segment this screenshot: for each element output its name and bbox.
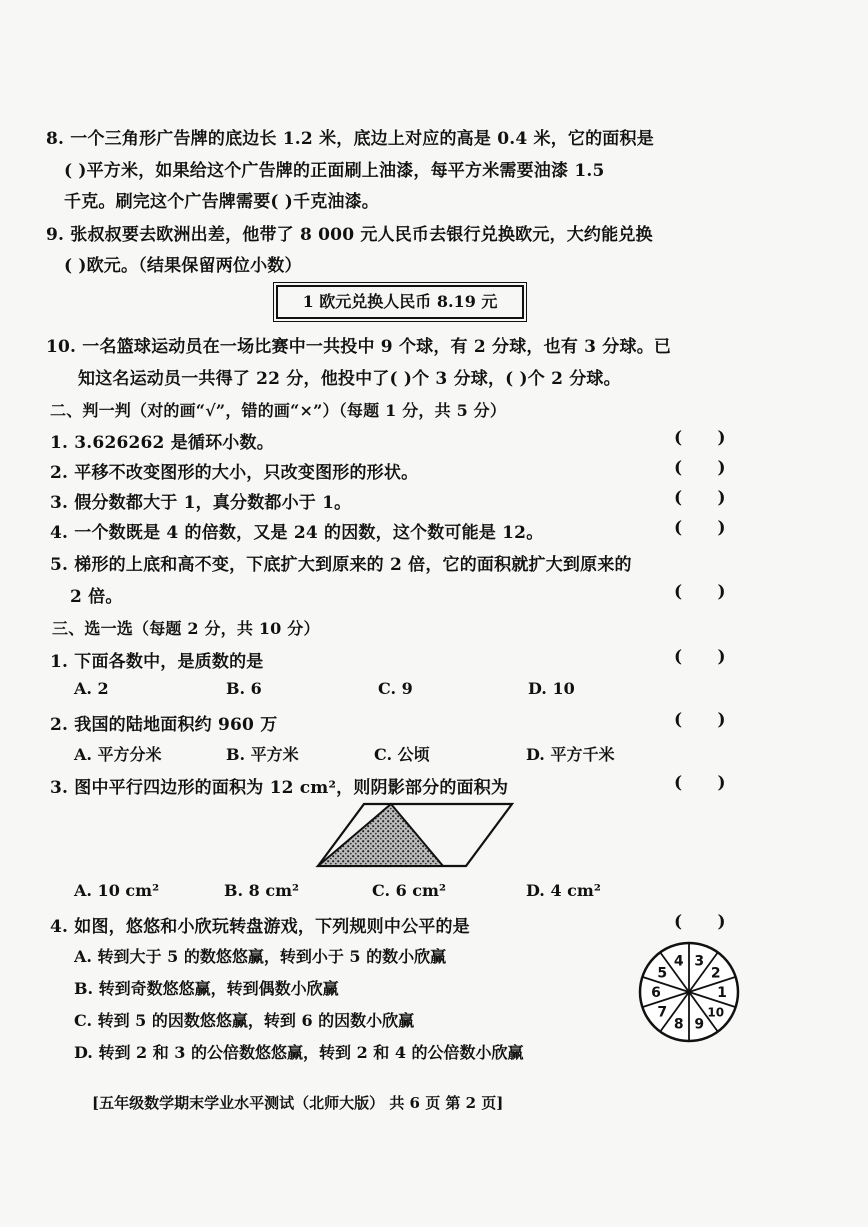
- spinner-number: 4: [673, 953, 684, 970]
- q8-line-2: ( )平方米，如果给这个广告牌的正面刷上油漆，每平方米需要油漆 1.5: [64, 161, 605, 181]
- choice-q4-opt-b: B. 转到奇数悠悠赢，转到偶数小欣赢: [74, 979, 339, 998]
- spinner-number: 1: [717, 985, 727, 1001]
- q9-line-2: ( )欧元。（结果保留两位小数）: [64, 256, 302, 276]
- choice-q1-stem: 1. 下面各数中，是质数的是: [50, 652, 264, 672]
- page-footer: [五年级数学期末学业水平测试（北师大版） 共 6 页 第 2 页]: [92, 1094, 504, 1112]
- judge-answer-5[interactable]: ( ): [674, 582, 726, 602]
- spinner-number: 5: [657, 965, 668, 982]
- parallelogram-figure: [312, 800, 518, 870]
- choice-q3-opt-d: D. 4 cm²: [526, 881, 601, 900]
- spinner-number: 3: [694, 953, 705, 970]
- choice-q3-opt-a: A. 10 cm²: [74, 881, 160, 900]
- judge-answer-4[interactable]: ( ): [674, 518, 726, 538]
- spinner-number: 8: [673, 1016, 684, 1033]
- judge-answer-1[interactable]: ( ): [674, 428, 726, 448]
- choice-q2-stem: 2. 我国的陆地面积约 960 万: [50, 715, 278, 735]
- choice-q2-opt-c: C. 公顷: [374, 745, 430, 764]
- exchange-rate-box: 1 欧元兑换人民币 8.19 元: [276, 285, 524, 319]
- choice-q3-answer[interactable]: ( ): [674, 773, 726, 793]
- q10-line-1: 10. 一名篮球运动员在一场比赛中一共投中 9 个球，有 2 分球，也有 3 分球。已: [46, 337, 672, 357]
- q8-line-1: 8. 一个三角形广告牌的底边长 1.2 米，底边上对应的高是 0.4 米，它的面积是: [46, 129, 654, 149]
- choice-q2-answer[interactable]: ( ): [674, 710, 726, 730]
- choice-q1-answer[interactable]: ( ): [674, 647, 726, 667]
- choice-q3-opt-c: C. 6 cm²: [372, 881, 446, 900]
- spinner-number: 2: [710, 965, 721, 982]
- choice-q1-opt-c: C. 9: [378, 679, 413, 698]
- q8-line-3: 千克。刷完这个广告牌需要( )千克油漆。: [64, 192, 380, 212]
- choice-q3-stem: 3. 图中平行四边形的面积为 12 cm²，则阴影部分的面积为: [50, 778, 509, 798]
- spinner-number: 7: [657, 1004, 668, 1021]
- judge-item-4: 4. 一个数既是 4 的倍数，又是 24 的因数，这个数可能是 12。: [50, 523, 544, 543]
- choice-q4-opt-d: D. 转到 2 和 3 的公倍数悠悠赢，转到 2 和 4 的公倍数小欣赢: [74, 1043, 524, 1062]
- choice-q4-stem: 4. 如图，悠悠和小欣玩转盘游戏，下列规则中公平的是: [50, 917, 470, 937]
- spinner-number: 10: [707, 1005, 725, 1020]
- q10-line-2: 知这名运动员一共得了 22 分，他投中了( )个 3 分球，( )个 2 分球。: [78, 369, 621, 389]
- spinner-number: 9: [694, 1016, 705, 1033]
- judge-item-1: 1. 3.626262 是循环小数。: [50, 433, 274, 453]
- judge-item-2: 2. 平移不改变图形的大小，只改变图形的形状。: [50, 463, 419, 483]
- judge-answer-3[interactable]: ( ): [674, 488, 726, 508]
- choice-q2-opt-a: A. 平方分米: [74, 745, 162, 764]
- choice-q2-opt-d: D. 平方千米: [526, 745, 615, 764]
- choice-q4-opt-c: C. 转到 5 的因数悠悠赢，转到 6 的因数小欣赢: [74, 1011, 415, 1030]
- choice-q4-answer[interactable]: ( ): [674, 912, 726, 932]
- spinner-wheel: [637, 940, 741, 1044]
- choice-q1-opt-d: D. 10: [528, 679, 575, 698]
- choice-q3-opt-b: B. 8 cm²: [224, 881, 300, 900]
- section-3-title: 三、选一选（每题 2 分，共 10 分）: [52, 619, 320, 638]
- section-2-title: 二、判一判（对的画“√”，错的画“×”）（每题 1 分，共 5 分）: [50, 401, 507, 420]
- spinner-number: 6: [651, 985, 661, 1001]
- choice-q2-opt-b: B. 平方米: [226, 745, 299, 764]
- judge-item-5: 5. 梯形的上底和高不变，下底扩大到原来的 2 倍，它的面积就扩大到原来的: [50, 555, 632, 575]
- judge-answer-2[interactable]: ( ): [674, 458, 726, 478]
- choice-q1-opt-a: A. 2: [74, 679, 109, 698]
- judge-item-5-cont: 2 倍。: [70, 587, 123, 607]
- choice-q4-opt-a: A. 转到大于 5 的数悠悠赢，转到小于 5 的数小欣赢: [74, 947, 447, 966]
- shaded-triangle: [318, 804, 443, 866]
- choice-q1-opt-b: B. 6: [226, 679, 262, 698]
- q9-line-1: 9. 张叔叔要去欧洲出差，他带了 8 000 元人民币去银行兑换欧元，大约能兑换: [46, 225, 653, 245]
- judge-item-3: 3. 假分数都大于 1，真分数都小于 1。: [50, 493, 352, 513]
